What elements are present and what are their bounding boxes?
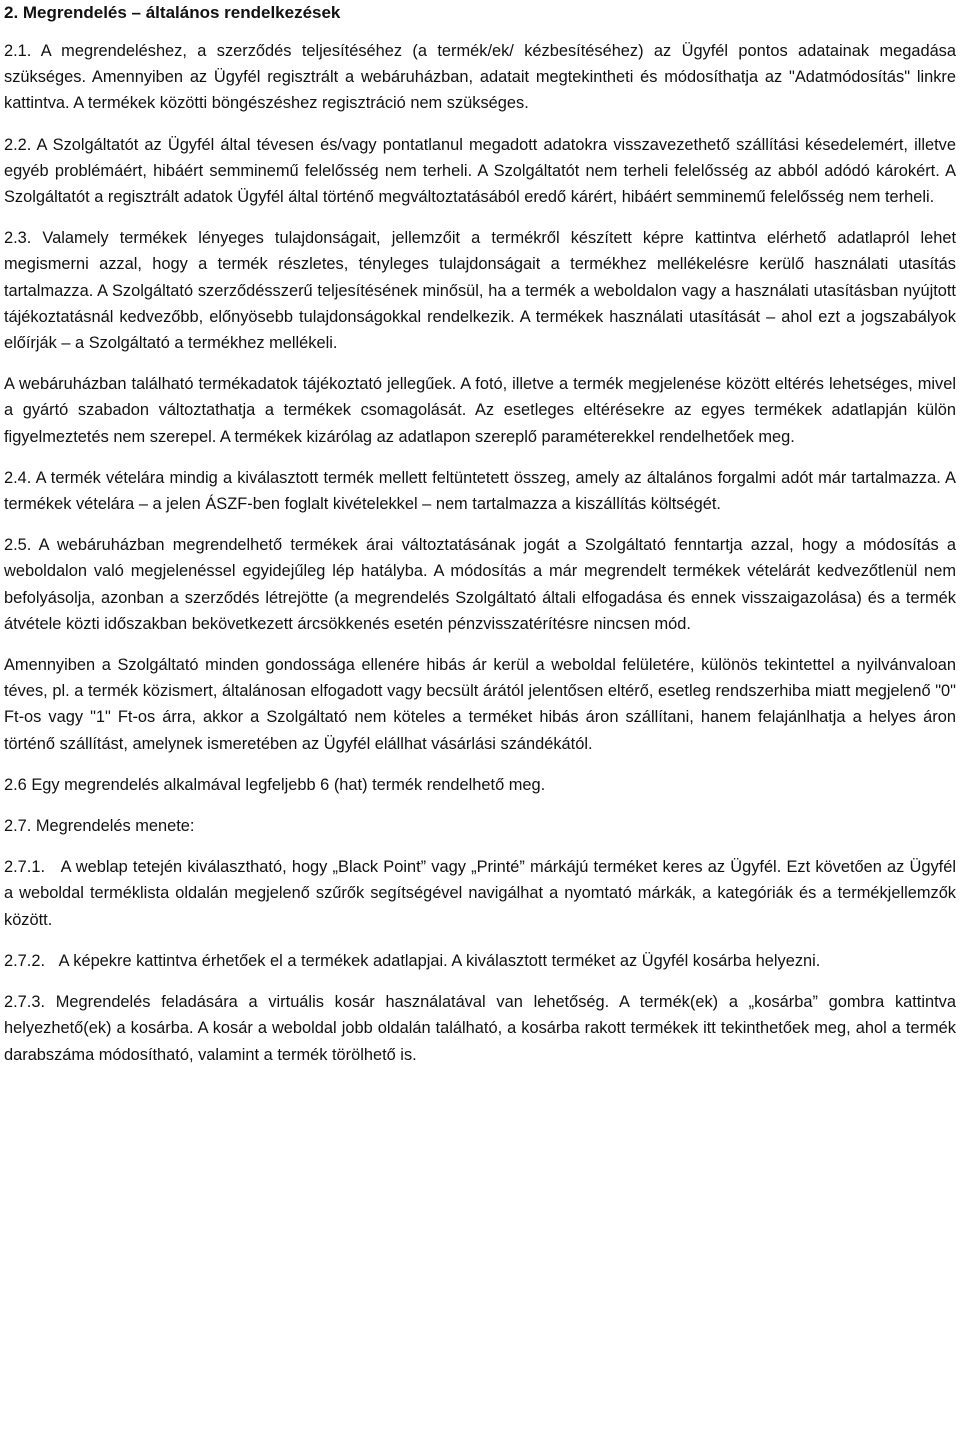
paragraph-price-error: Amennyiben a Szolgáltató minden gondossága ellenére hibás ár kerül a weboldal felületére, különös tekintettel a nyilvánvaloan téves, pl. a termék közismert, általánosan elfogadott vagy becsült árától jelentősen eltérő, esetleg rendszerhiba miatt megjelenő "0" Ft-os vagy "1" Ft-os árra, akkor a Szolgáltató nem köteles a terméket hibás áron szállítani, hanem felajánlhatja a helyes áron történő szállítást, amelynek ismeretében az Ügyfél elállhat vásárlási szándékától. [4, 656, 956, 753]
paragraph-2-7-1: 2.7.1. A weblap tetején kiválasztható, hogy „Black Point” vagy „Printé” márkájú terméket keres az Ügyfél. Ezt követően az Ügyfél a weboldal terméklista oldalán megjelenő szűrők segítségével navigálhat a nyomtató márkák, a kategóriák és a termékjellemzők között. [4, 858, 956, 929]
paragraph-2-3: 2.3. Valamely termékek lényeges tulajdonságait, jellemzőit a termékről készített képre kattintva elérhető adatlapról lehet megismerni azzal, hogy a termék részletes, tényleges tulajdonságait a termékhez mellékelésre kerülő használati utasítás tartalmazza. A Szolgáltató szerződésszerű teljesítésének minősül, ha a termék a weboldalon vagy a használati utasításban nyújtott tájékoztatásnál kedvezőbb, előnyösebb tulajdonságokkal rendelkezik. A termékek használati utasítását – ahol ezt a jogszabályok előírják – a Szolgáltató a termékhez mellékeli. [4, 229, 956, 353]
paragraph-product-info: A webáruházban található termékadatok tájékoztató jellegűek. A fotó, illetve a termék megjelenése között eltérés lehetséges, mivel a gyártó szabadon változtathatja a termékek csomagolását. Az esetleges eltérésekre az egyes termékek adatlapján külön figyelmeztetés nem szerepel. A termékek kizárólag az adatlapon szereplő paraméterekkel rendelhetőek meg. [4, 375, 956, 446]
paragraph-2-6: 2.6 Egy megrendelés alkalmával legfeljebb 6 (hat) termék rendelhető meg. [4, 775, 546, 794]
section-title: 2. Megrendelés – általános rendelkezések [4, 3, 341, 22]
paragraph-2-7-3: 2.7.3. Megrendelés feladására a virtuális kosár használatával van lehetőség. A termék(ek) a „kosárba” gombra kattintva helyezhető(ek) a kosárba. A kosár a weboldal jobb oldalán található, a kosárba rakott termékek itt tekinthetőek meg, ahol a termék darabszáma módosítható, valamint a termék törölhető is. [4, 993, 956, 1064]
paragraph-2-2: 2.2. A Szolgáltatót az Ügyfél által tévesen és/vagy pontatlanul megadott adatokra visszavezethető szállítási késedelemért, illetve egyéb problémáért, hibáért semminemű felelősség nem terheli. A Szolgáltatót nem terheli felelősség az abból adódó károkért. A Szolgáltatót a regisztrált adatok Ügyfél által történő megváltoztatásából eredő kárért, hibáért semminemű felelősség nem terheli. [4, 135, 956, 207]
paragraph-2-7-2: 2.7.2. A képekre kattintva érhetőek el a termékek adatlapjai. A kiválasztott terméket az Ügyfél kosárba helyezni. [4, 951, 821, 970]
paragraph-2-7: 2.7. Megrendelés menete: [4, 817, 195, 836]
paragraph-2-4: 2.4. A termék vételára mindig a kiválasztott termék mellett feltüntetett összeg, amely az általános forgalmi adót már tartalmazza. A termékek vételára – a jelen ÁSZF-ben foglalt kivételekkel – nem tartalmazza a kiszállítás költségét. [4, 468, 956, 514]
paragraph-2-1: 2.1. A megrendeléshez, a szerződés teljesítéséhez (a termék/ek/ kézbesítéséhez) az Ügyfél pontos adatainak megadása szükséges. Amennyiben az Ügyfél regisztrált a webáruházban, adatait megtekintheti és módosíthatja az "Adatmódosítás" linkre kattintva. A termékek közötti böngészéshez regisztráció nem szükséges. [4, 42, 956, 113]
paragraph-2-5: 2.5. A webáruházban megrendelhető termékek árai változtatásának jogát a Szolgáltató fenntartja azzal, hogy a módosítás a weboldalon való megjelenéssel egyidejűleg lép hatályba. A módosítás a már megrendelt termékek vételárát kedvezőtlenül nem befolyásolja, azonban a szerződés létrejötte (a megrendelés Szolgáltató általi elfogadása és ennek visszaigazolása) és a termék átvétele közti időszakban bekövetkezett árcsökkenés esetén pénzvisszatérítésre nincsen mód. [4, 536, 956, 633]
